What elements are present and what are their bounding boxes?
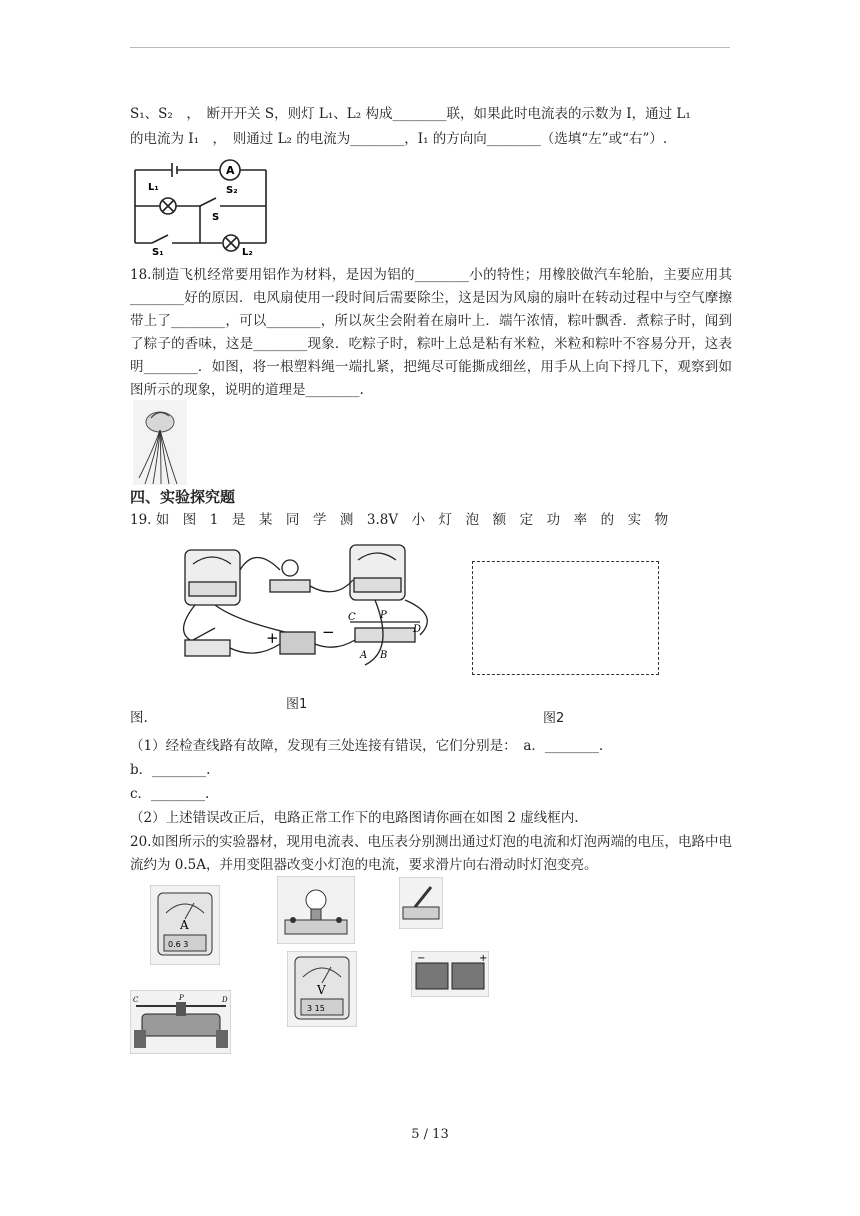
q17-line1: S₁、S₂ ， 断开开关 S，则灯 L₁、L₂ 构成________联，如果此时电流表的示数为 I，通过 L₁: [130, 106, 691, 122]
s2-label: S₂: [226, 185, 238, 196]
lamp-board-photo: [277, 876, 355, 944]
ammeter-a-label: A: [180, 918, 189, 932]
q19-part1: （1）经检查线路有故障，发现有三处连接有错误，它们分别是： a．________.: [130, 738, 604, 754]
rheostat-photo: [130, 990, 231, 1054]
q18-text: 18.制造飞机经常要用铝作为材料，是因为铝的________小的特性；用橡胶做汽车轮胎，主要应用其________好的原因．电风扇使用一段时间后需要除尘，这是因为风扇的扇叶在转动过程中与空气摩擦带上了________，可以________，所以灰尘会附着在扇叶上．端午浓情，粽叶飘香．煮粽子时，闻到了粽子的香味，这是________现象．吃粽子时，粽叶上总是粘有米粒，米粒和粽叶不容易分开，这表明________．如图，将一根塑料绳一端扎紧，把绳尽可能撕成细丝，用手从上向下捋几下，观察到如图所示的现象，说明的道理是________.: [130, 267, 732, 398]
q20-text: 20.如图所示的实验器材，现用电流表、电压表分别测出通过灯泡的电流和灯泡两端的电压，电路中电流约为 0.5A，并用变阻器改变小灯泡的电流，要求滑片向右滑动时灯泡变亮。: [130, 834, 732, 873]
battery-minus: −: [417, 953, 426, 964]
section-heading: 四、实验探究题: [130, 488, 236, 506]
q19-part2: （2）上述错误改正后，电路正常工作下的电路图请你画在如图 2 虚线框内.: [130, 810, 579, 826]
s-label: S: [212, 212, 220, 223]
rheostat-d-label: D: [413, 624, 422, 635]
q19-part1c: c．________.: [130, 786, 210, 802]
fig1-label: 图1: [286, 697, 308, 712]
fig2-dashed-box: [472, 561, 659, 675]
ammeter-scale: 0.6 3: [168, 940, 189, 949]
q19-fig1-apparatus: [175, 540, 445, 680]
ammeter-photo: [150, 885, 220, 965]
page-number: 5 / 13: [411, 1127, 449, 1142]
rheostat-p-label: P: [380, 610, 387, 621]
header-rule: [130, 47, 730, 48]
rheostat-c-label: C: [348, 612, 356, 623]
fig2-label: 图2: [543, 711, 565, 726]
battery-pack-photo: [411, 951, 489, 997]
battery-minus-label: −: [322, 623, 335, 641]
voltmeter-photo: [287, 951, 357, 1027]
q19-line1: 19. 如 图 1 是 某 同 学 测 3.8V 小 灯 泡 额 定 功 率 的 实 物: [130, 512, 669, 528]
rheostat-a-label: A: [360, 650, 368, 661]
battery-plus: +: [479, 953, 488, 964]
q19-part1b: b．________.: [130, 762, 211, 778]
voltmeter-scale: 3 15: [307, 1004, 325, 1013]
l2-label: L₂: [242, 247, 253, 256]
l1-label: L₁: [148, 182, 159, 193]
rheostat20-d-label: D: [222, 996, 228, 1004]
voltmeter-v-label: V: [317, 983, 326, 997]
s1-label: S₁: [152, 247, 164, 256]
plastic-rope-photo: [133, 400, 187, 485]
q19-line1-end: 图.: [130, 710, 148, 726]
rheostat20-p-label: P: [179, 994, 184, 1002]
q17-circuit-diagram: [130, 158, 270, 256]
rheostat20-c-label: C: [133, 996, 139, 1004]
rheostat-b-label: B: [380, 650, 388, 661]
q17-line2: 的电流为 I₁ ， 则通过 L₂ 的电流为________，I₁ 的方向向________（选填“左”或“右”）.: [130, 131, 668, 147]
switch-photo: [399, 877, 443, 929]
battery-plus-label: +: [266, 629, 279, 647]
ammeter-label: A: [226, 164, 235, 177]
